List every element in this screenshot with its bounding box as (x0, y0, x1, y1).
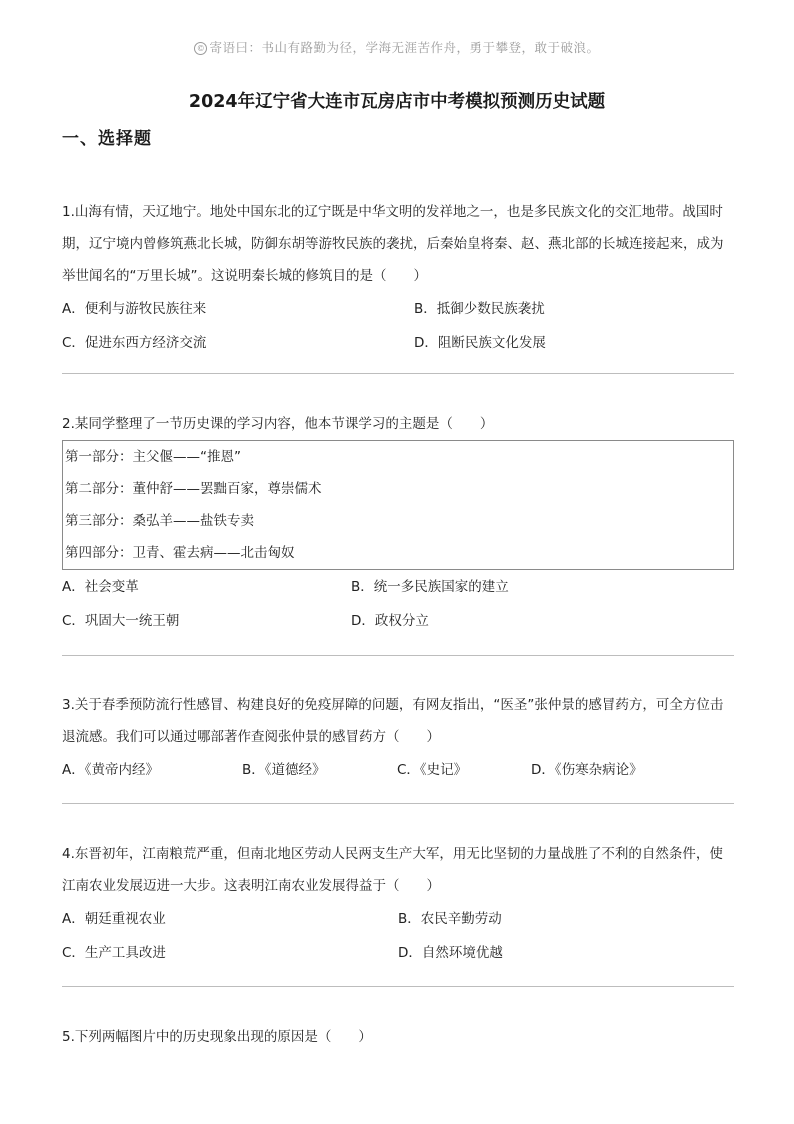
question-3-options-row (62, 753, 734, 787)
question-4-options-row-1 (62, 902, 734, 936)
question-2 (62, 408, 734, 638)
copyright-icon: © (194, 42, 207, 55)
question-1-stem: 1.山海有情，天辽地宁。地处中国东北的辽宁既是中华文明的发祥地之一，也是多民族文化的交汇地带。战国时期，辽宁境内曾修筑燕北长城，防御东胡等游牧民族的袭扰，后秦始皇将秦、赵、燕北部的长城连接起来，成为举世闻名的“万里长城”。这说明秦长城的修筑目的是（ ） (62, 204, 724, 284)
section-heading: 一、选择题 (62, 129, 152, 149)
question-1-option-c[interactable]: C．促进东西方经济交流 (62, 335, 207, 351)
question-1-option-d[interactable]: D．阻断民族文化发展 (414, 335, 546, 351)
divider (62, 986, 734, 987)
divider (62, 655, 734, 656)
material-line-1: 第一部分：主父偃——“推恩” (65, 449, 241, 465)
question-4-option-a[interactable]: A．朝廷重视农业 (62, 911, 166, 927)
question-5 (62, 1021, 734, 1053)
question-5-stem: 5.下列两幅图片中的历史现象出现的原因是（ ） (62, 1029, 372, 1045)
question-3-option-c[interactable]: C．《史记》 (397, 762, 468, 778)
question-2-options-row-1 (62, 570, 734, 604)
question-2-option-c[interactable]: C．巩固大一统王朝 (62, 613, 180, 629)
question-2-option-b[interactable]: B．统一多民族国家的建立 (351, 579, 509, 595)
question-3-option-d[interactable]: D．《伤寒杂病论》 (531, 762, 643, 778)
question-2-option-d[interactable]: D．政权分立 (351, 613, 429, 629)
question-3-option-a[interactable]: A．《黄帝内经》 (62, 762, 159, 778)
question-4-option-b[interactable]: B．农民辛勤劳动 (398, 911, 502, 927)
question-1-option-b[interactable]: B．抵御少数民族袭扰 (414, 301, 545, 317)
question-3-stem: 3.关于春季预防流行性感冒、构建良好的免疫屏障的问题，有网友指出，“医圣”张仲景的感冒药方，可全方位击退流感。我们可以通过哪部著作查阅张仲景的感冒药方（ ） (62, 697, 724, 745)
page-title: 2024年辽宁省大连市瓦房店市中考模拟预测历史试题 (188, 92, 606, 112)
question-1-options-row-2 (62, 326, 734, 360)
divider (62, 373, 734, 374)
question-1-options-row-1 (62, 292, 734, 326)
question-1 (62, 196, 734, 360)
question-1-option-a[interactable]: A．便利与游牧民族往来 (62, 301, 207, 317)
question-4-option-d[interactable]: D．自然环境优越 (398, 945, 503, 961)
question-3-option-b[interactable]: B．《道德经》 (242, 762, 326, 778)
divider (62, 803, 734, 804)
question-2-options-row-2 (62, 604, 734, 638)
motto-text: 寄语曰：书山有路勤为径，学海无涯苦作舟，勇于攀登，敢于破浪。 (209, 40, 600, 55)
question-3 (62, 689, 734, 787)
question-4-option-c[interactable]: C．生产工具改进 (62, 945, 166, 961)
material-line-2: 第二部分：董仲舒——罢黜百家，尊崇儒术 (65, 481, 322, 497)
header-motto (0, 38, 794, 56)
question-2-stem: 2.某同学整理了一节历史课的学习内容，他本节课学习的主题是（ ） (62, 416, 494, 432)
material-line-4: 第四部分：卫青、霍去病——北击匈奴 (65, 545, 295, 561)
material-line-3: 第三部分：桑弘羊——盐铁专卖 (65, 513, 254, 529)
question-4-stem: 4.东晋初年，江南粮荒严重，但南北地区劳动人民两支生产大军，用无比坚韧的力量战胜了不利的自然条件，使江南农业发展迈进一大步。这表明江南农业发展得益于（ ） (62, 846, 723, 894)
question-4 (62, 838, 734, 970)
question-2-option-a[interactable]: A．社会变革 (62, 579, 139, 595)
material-box (62, 440, 734, 570)
question-4-options-row-2 (62, 936, 734, 970)
